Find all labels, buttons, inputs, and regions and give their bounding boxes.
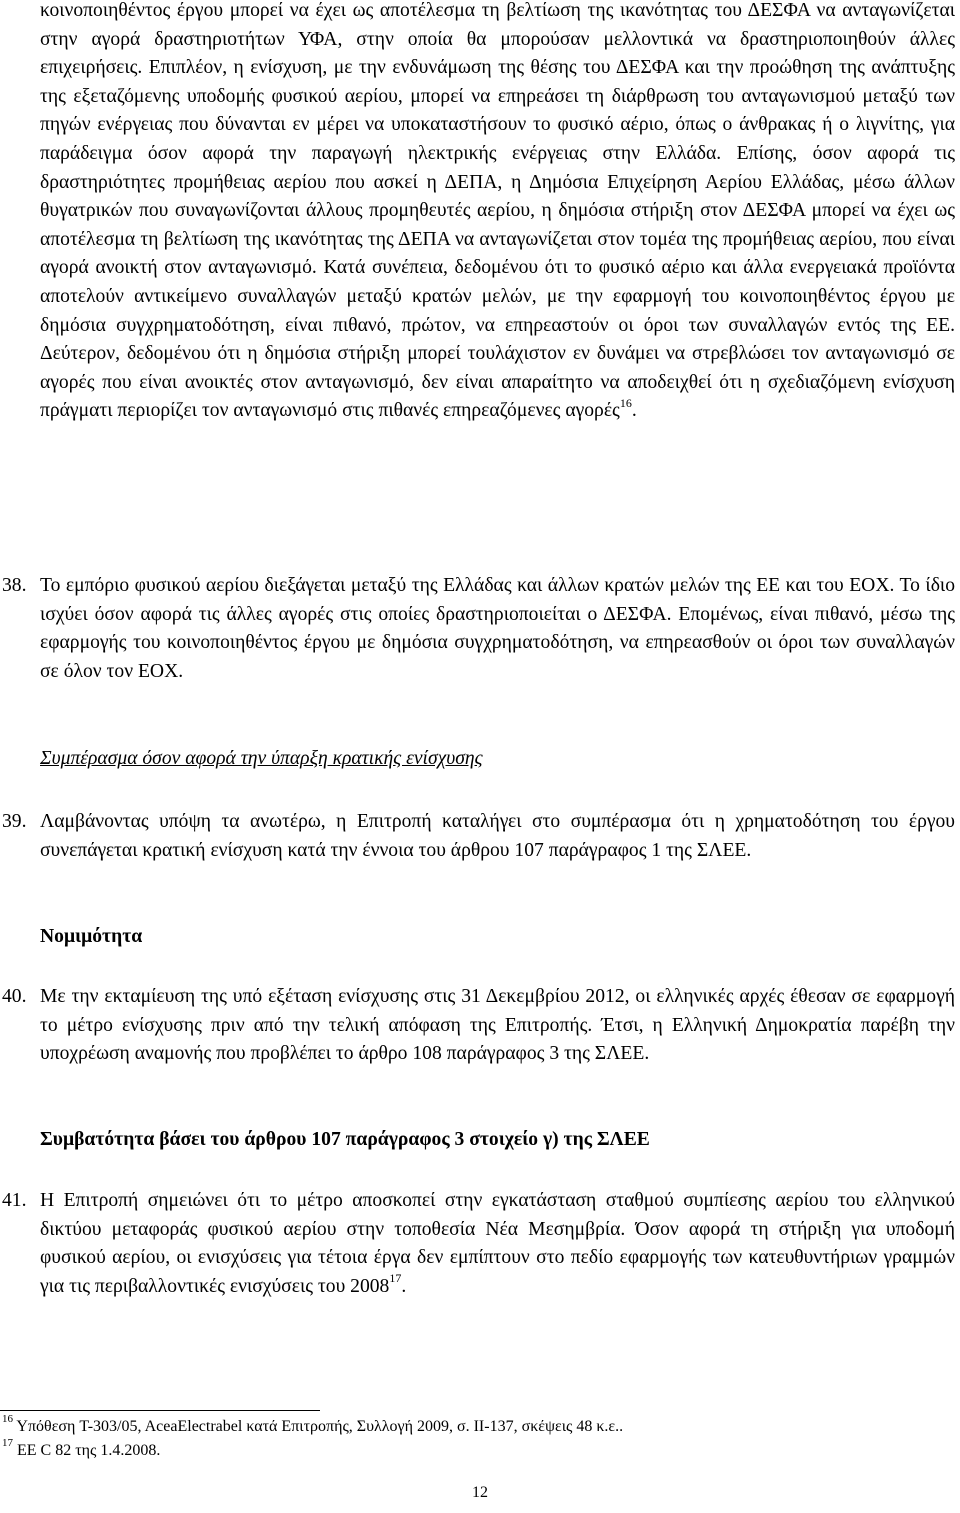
paragraph-text: Λαμβάνοντας υπόψη τα ανωτέρω, η Επιτροπή καταλήγει στο συμπέρασμα ότι η χρηματοδότηση του έργου συνεπάγεται κρατική ενίσχυση κατά την έννοια του άρθρου 107 παράγραφος 1 της ΣΛΕΕ. bbox=[40, 811, 955, 861]
paragraph-41 bbox=[0, 1187, 955, 1301]
paragraph-number: 40. bbox=[2, 986, 27, 1007]
paragraph-number: 39. bbox=[2, 811, 27, 832]
footnote-17 bbox=[2, 1436, 161, 1462]
paragraph-38 bbox=[0, 572, 955, 686]
paragraph-37-continuation bbox=[40, 0, 955, 426]
section-heading-compatibility: Συμβατότητα βάσει του άρθρου 107 παράγραφος 3 στοιχείο γ) της ΣΛΕΕ bbox=[40, 1129, 650, 1150]
paragraph-body: Η Επιτροπή σημειώνει ότι το μέτρο αποσκοπεί στην εγκατάσταση σταθμού συμπίεσης αερίου του ελληνικού δικτύου μεταφοράς φυσικού αερίου στην τοποθεσία Νέα Μεσημβρία. Όσον αφορά τη στήριξη για υποδομή φυσικού αερίου, οι ενισχύσεις για τέτοια έργα δεν εμπίπτουν στο πεδίο εφαρμογής των κατευθυντήριων γραμμών για τις περιβαλλοντικές ενισχύσεις του 2008 bbox=[40, 1190, 955, 1297]
footnote-number: 16 bbox=[2, 1412, 13, 1425]
paragraph-40 bbox=[0, 983, 955, 1069]
paragraph-39 bbox=[0, 808, 955, 865]
footnote-16 bbox=[2, 1412, 624, 1438]
paragraph-text: Με την εκταμίευση της υπό εξέταση ενίσχυσης στις 31 Δεκεμβρίου 2012, οι ελληνικές αρχές έθεσαν σε εφαρμογή το μέτρο ενίσχυσης πριν από την τελική απόφαση της Επιτροπής. Έτσι, η Ελληνική Δημοκρατία παρέβη την υποχρέωση αναμονής που προβλέπει το άρθρο 108 παράγραφος 3 της ΣΛΕΕ. bbox=[40, 986, 955, 1065]
footnote-ref-16: 16 bbox=[619, 395, 632, 410]
footnote-ref-17: 17 bbox=[389, 1271, 402, 1286]
paragraph-end: . bbox=[401, 1275, 407, 1297]
paragraph-text: Το εμπόριο φυσικού αερίου διεξάγεται μεταξύ της Ελλάδας και άλλων κρατών μελών της ΕΕ και του ΕΟΧ. Το ίδιο ισχύει όσον αφορά τις άλλες αγορές στις οποίες δραστηριοποιείται ο ΔΕΣΦΑ. Επομένως, είναι πιθανό, μέσω της εφαρμογής του κοινοποιηθέντος έργου με δημόσια συγχρηματοδότηση, να επηρεασθούν οι όροι των συναλλαγών σε όλον τον ΕΟΧ. bbox=[40, 575, 955, 682]
footnote-separator bbox=[0, 1410, 320, 1411]
page-number: 12 bbox=[472, 1484, 488, 1501]
footnote-text: Υπόθεση T-303/05, AceaElectrabel κατά Επιτροπής, Συλλογή 2009, σ. II-137, σκέψεις 48 κ.ε.. bbox=[16, 1418, 624, 1435]
section-heading-legality: Νομιμότητα bbox=[40, 926, 143, 947]
paragraph-end: . bbox=[631, 400, 637, 422]
footnote-number: 17 bbox=[2, 1436, 13, 1449]
paragraph-number: 41. bbox=[2, 1190, 27, 1211]
paragraph-text: κοινοποιηθέντος έργου μπορεί να έχει ως αποτέλεσμα τη βελτίωση της ικανότητας του ΔΕΣΦΑ να ανταγωνίζεται στην αγορά δραστηριοτήτων ΥΦΑ, στην οποία θα μπορούσαν μελλοντικά να δραστηριοποιηθούν άλλες επιχειρήσεις. Επιπλέον, η ενίσχυση, με την ενδυνάμωση της θέσης του ΔΕΣΦΑ και την προώθηση της ανάπτυξης της εξεταζόμενης υποδομής φυσικού αερίου, μπορεί να επηρεάσει τη διάρθρωση του ανταγωνισμού μεταξύ των πηγών ενέργειας που δύνανται εν μέρει να υποκαταστήσουν το φυσικό αέριο, όπως ο άνθρακας ή ο λιγνίτης, για παράδειγμα όσον αφορά την παραγωγή ηλεκτρικής ενέργειας στην Ελλάδα. Επίσης, όσον αφορά τις δραστηριότητες προμήθειας αερίου που ασκεί η ΔΕΠΑ, η Δημόσια Επιχείρηση Αερίου Ελλάδας, μέσω άλλων θυγατρικών που συναγωνίζονται άλλους προμηθευτές αερίου, η δημόσια στήριξη στον ΔΕΣΦΑ μπορεί να έχει ως αποτέλεσμα τη βελτίωση της ικανότητας της ΔΕΠΑ να ανταγωνίζεται στον τομέα της προμήθειας αερίου, που είναι αγορά ανοικτή στον ανταγωνισμό. Κατά συνέπεια, δεδομένου ότι το φυσικό αέριο και άλλα ενεργειακά προϊόντα αποτελούν αντικείμενο συναλλαγών μεταξύ κρατών μελών, με την εφαρμογή του κοινοποιηθέντος έργου με δημόσια συγχρηματοδότηση, είναι πιθανό, πρώτον, να επηρεαστούν οι όροι των συναλλαγών εντός της ΕΕ. Δεύτερον, δεδομένου ότι η δημόσια στήριξη μπορεί τουλάχιστον εν δυνάμει να στρεβλώσει τον ανταγωνισμό σε αγορές που είναι ανοικτές στον ανταγωνισμό, δεν είναι απαραίτητο να αποδειχθεί ότι η σχεδιαζόμενη ενίσχυση πράγματι περιορίζει τον ανταγωνισμό στις πιθανές επηρεαζόμενες αγορές bbox=[40, 0, 955, 422]
footnote-text: ΕΕ C 82 της 1.4.2008. bbox=[17, 1442, 161, 1459]
paragraph-text bbox=[40, 1187, 955, 1301]
paragraph-number: 38. bbox=[2, 575, 27, 596]
section-heading-conclusion: Συμπέρασμα όσον αφορά την ύπαρξη κρατικής ενίσχυσης bbox=[40, 748, 483, 769]
